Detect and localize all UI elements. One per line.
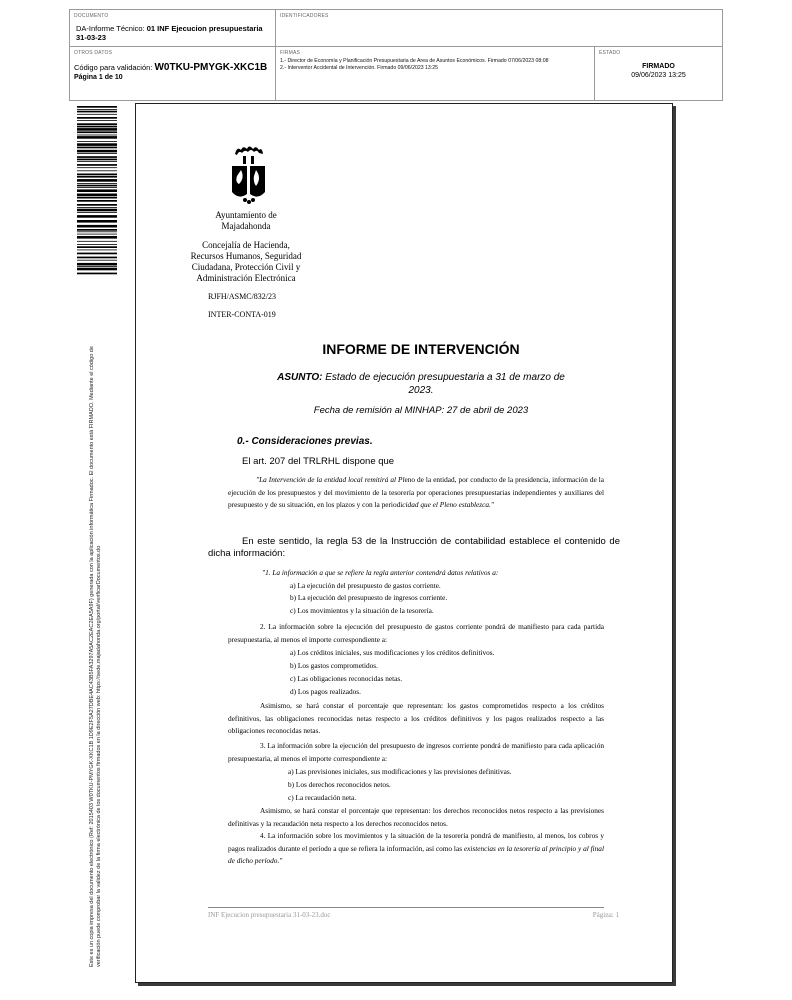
estado-label: ESTADO — [599, 50, 621, 56]
reference-1: RJFH/ASMC/832/23 — [208, 292, 277, 301]
rule-4-italic: existencias en la tesorería al principio y al final de dicho período." — [228, 843, 604, 866]
quote-paragraph — [228, 474, 604, 512]
rule-1-intro: "1. La información a que se refiere la regla anterior contendrá datos relativos a: — [262, 568, 499, 577]
footer-page-number: Página: 1 — [592, 911, 619, 919]
documento-cell — [70, 10, 276, 47]
page-count: Página 1 de 10 — [74, 74, 123, 81]
signature-header — [69, 9, 723, 101]
validation-code-label: Código para validación: — [74, 63, 155, 72]
quote-start: "La Intervención de la entidad local remitirá al Pl — [256, 475, 405, 484]
concejalia-line-1: Concejalía de Hacienda, — [202, 240, 290, 250]
verification-line-2: verificación puede comprobar la validez de la firma electrónica de los documentos firmados en la dirección web: https://sede.majadahonda.org/portal/verificarDocumentos.do — [96, 545, 102, 967]
rule-3-item-c: c) La recaudación neta. — [288, 793, 357, 802]
rule-2-item-d: d) Los pagos realizados. — [290, 687, 361, 696]
rule-2-item-c: c) Las obligaciones reconocidas netas. — [290, 674, 403, 683]
rule-3-paragraph: 3. La información sobre la ejecución del presupuesto de ingresos corriente pondrá de manifiesto para cada aplicación presupuestaria, al menos el importe correspondiente a: — [228, 741, 604, 763]
identificadores-cell — [276, 10, 722, 47]
section-heading: 0.- Consideraciones previas. — [237, 436, 373, 447]
rule-4-paragraph — [228, 830, 604, 868]
intro-paragraph: El art. 207 del TRLRHL dispone que — [242, 456, 395, 467]
concejalia-name — [176, 240, 316, 284]
footer-divider — [208, 907, 604, 908]
concejalia-line-4: Administración Electrónica — [196, 273, 296, 283]
ayuntamiento-line-2: Majadahonda — [221, 221, 271, 231]
validation-code — [74, 62, 267, 73]
signature-2: 2.- Interventor Accidental de Intervención. Firmado 09/06/2023 13:25 — [280, 65, 439, 71]
regla-paragraph: En este sentido, la regla 53 de la Instrucción de contabilidad establece el contenido de dicha información: — [208, 536, 620, 559]
majadahonda-logo-icon — [229, 144, 269, 206]
identificadores-label: IDENTIFICADORES — [280, 13, 329, 19]
document-name-bold: 01 INF Ejecucion presupuestaria 31-03-23 — [76, 24, 263, 42]
rule-2-item-b: b) Los gastos comprometidos. — [290, 661, 378, 670]
validation-code-value: W0TKU-PMYGK-XKC1B — [154, 62, 268, 73]
ayuntamiento-line-1: Ayuntamiento de — [215, 210, 277, 220]
status-date: 09/06/2023 13:25 — [631, 72, 686, 79]
otros-datos-label: OTROS DATOS — [74, 50, 113, 56]
documento-label: DOCUMENTO — [74, 13, 109, 19]
otros-datos-cell — [70, 47, 276, 100]
rule-3-item-b: b) Los derechos reconocidos netos. — [288, 780, 391, 789]
quote-end: cidad que el Pleno establezca." — [402, 500, 494, 510]
rule-1-item-a: a) La ejecución del presupuesto de gastos corriente. — [290, 581, 441, 590]
concejalia-line-3: Ciudadana, Protección Civil y — [191, 262, 301, 272]
asunto — [266, 371, 576, 397]
ayuntamiento-name — [176, 210, 316, 232]
document-page — [135, 103, 673, 983]
remision-date: Fecha de remisión al MINHAP: 27 de abril de 2023 — [313, 405, 529, 416]
page-title: INFORME DE INTERVENCIÓN — [322, 341, 520, 357]
document-name-prefix: DA-Informe Técnico: — [76, 24, 147, 33]
asunto-label: ASUNTO: — [277, 372, 323, 383]
asunto-text: Estado de ejecución presupuestaria a 31 de marzo de 2023. — [322, 372, 565, 396]
verification-side-text — [89, 346, 103, 967]
rule-2-paragraph: 2. La información sobre la ejecución del presupuesto de gastos corriente pondrá de manifiesto para cada partida presupuestaria, al menos el importe correspondiente a: — [228, 622, 604, 644]
rule-3-asimismo: Asimismo, se hará constar el porcentaje que representan: los derechos reconocidos netos respecto a las previsiones definitivas y la recaudación neta respecto a los derechos reconocidos netos. — [228, 806, 604, 828]
rule-4-text: 4. La información sobre los movimientos y la situación de la tesorería pondrá de manifiesto, al menos, los cobros y pagos realizados durante el período a que se refiera la información, así como las — [228, 831, 604, 853]
firmas-label: FIRMAS — [280, 50, 301, 56]
document-name — [76, 24, 266, 42]
footer-filename: INF Ejecucion presupuestaria 31-03-23.doc — [208, 911, 331, 919]
concejalia-line-2: Recursos Humanos, Seguridad — [190, 251, 302, 261]
status-badge: FIRMADO — [642, 63, 675, 70]
reference-2: INTER-CONTA-019 — [208, 310, 276, 319]
rule-2-asimismo: Asimismo, se hará constar el porcentaje que representan: los gastos comprometidos respecto a los créditos definitivos, las obligaciones reconocidas netas respecto a los créditos definitivos y los pagos realizados respecto a las obligaciones reconocidas netas. — [228, 701, 604, 736]
estado-cell — [595, 47, 722, 100]
rule-1-item-b: b) La ejecución del presupuesto de ingresos corriente. — [290, 593, 448, 602]
rule-2-item-a: a) Los créditos iniciales, sus modificaciones y los créditos definitivos. — [290, 648, 495, 657]
quote-middle: eno de la entidad, por conducto de la presidencia, información de la ejecución de los presupuestos y del movimiento de la tesorería por operaciones presupuestarias independientes y auxiliares del presupuesto y de su situación, en los plazos y con la periodi — [228, 475, 604, 510]
rule-3-item-a: a) Las previsiones iniciales, sus modificaciones y las previsiones definitivas. — [288, 767, 512, 776]
signature-1: 1.- Director de Economía y Planificación Presupuestaria de Area de Asuntos Económicos. Firmado 07/06/2023 08:08 — [280, 58, 549, 64]
barcode — [77, 106, 117, 276]
firmas-cell — [276, 47, 595, 100]
rule-1-item-c: c) Los movimientos y la situación de la tesorería. — [290, 606, 434, 615]
verification-line-1: Este es un copia impresa del documento electrónico (Ref: 2015403 W0TKU-PMYGK-XKC1B 1D9E2F5A27DBE4AC43B5FA3297A5AC2EAC2EA5A9F) generada con la aplicación informática Firmadoc. El documento está FIRMADO. Mediante el código de — [89, 346, 95, 967]
